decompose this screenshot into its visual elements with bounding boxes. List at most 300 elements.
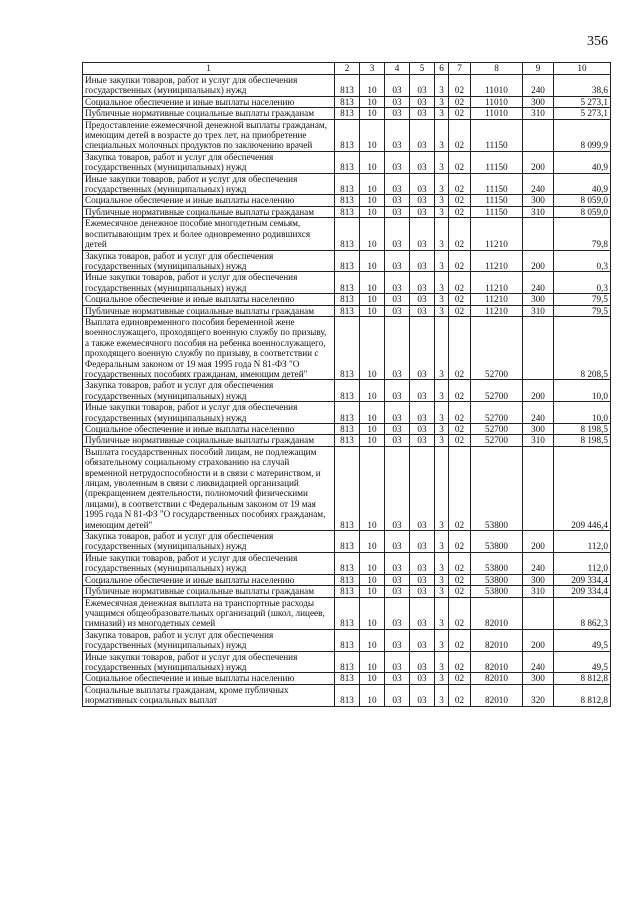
expense-type-cell: 310 <box>523 586 554 597</box>
subprogram-cell: 3 <box>435 435 449 446</box>
target-cell: 82010 <box>471 684 523 706</box>
subsection-cell: 03 <box>385 586 410 597</box>
column-header: 1 <box>83 63 335 75</box>
column-header: 6 <box>435 63 449 75</box>
table-row <box>83 75 611 97</box>
row-name-cell: Публичные нормативные социальные выплаты гражданам <box>83 206 335 217</box>
subsection-cell: 03 <box>385 206 410 217</box>
target-cell: 53800 <box>471 586 523 597</box>
target-cell: 11150 <box>471 206 523 217</box>
program-cell: 03 <box>410 218 435 250</box>
expense-type-cell: 320 <box>523 684 554 706</box>
row-name-cell: Иные закупки товаров, работ и услуг для обеспечения государственных (муниципальных) нужд <box>83 552 335 574</box>
row-name-cell: Закупка товаров, работ и услуг для обеспечения государственных (муниципальных) нужд <box>83 250 335 272</box>
table-row <box>83 294 611 305</box>
budget-table <box>82 62 611 707</box>
section-cell: 10 <box>360 684 385 706</box>
code-cell: 813 <box>335 119 360 151</box>
event-cell: 02 <box>449 305 471 316</box>
subsection-cell: 03 <box>385 173 410 195</box>
subprogram-cell: 3 <box>435 586 449 597</box>
expense-type-cell: 200 <box>523 250 554 272</box>
row-name-cell: Иные закупки товаров, работ и услуг для обеспечения государственных (муниципальных) нужд <box>83 402 335 424</box>
column-header: 9 <box>523 63 554 75</box>
section-cell: 10 <box>360 435 385 446</box>
table-row <box>83 305 611 316</box>
event-cell: 02 <box>449 119 471 151</box>
subprogram-cell: 3 <box>435 218 449 250</box>
amount-cell: 8 812,8 <box>554 684 611 706</box>
target-cell: 11150 <box>471 173 523 195</box>
program-cell: 03 <box>410 316 435 379</box>
expense-type-cell: 300 <box>523 424 554 435</box>
subsection-cell: 03 <box>385 424 410 435</box>
subprogram-cell: 3 <box>435 446 449 530</box>
subsection-cell: 03 <box>385 380 410 402</box>
amount-cell: 8 208,5 <box>554 316 611 379</box>
row-name-cell: Публичные нормативные социальные выплаты гражданам <box>83 305 335 316</box>
subprogram-cell: 3 <box>435 151 449 173</box>
program-cell: 03 <box>410 684 435 706</box>
code-cell: 813 <box>335 435 360 446</box>
program-cell: 03 <box>410 305 435 316</box>
expense-type-cell: 240 <box>523 651 554 673</box>
subsection-cell: 03 <box>385 684 410 706</box>
amount-cell: 79,5 <box>554 305 611 316</box>
program-cell: 03 <box>410 195 435 206</box>
amount-cell: 79,5 <box>554 294 611 305</box>
event-cell: 02 <box>449 673 471 684</box>
amount-cell: 5 273,1 <box>554 96 611 107</box>
event-cell: 02 <box>449 629 471 651</box>
expense-type-cell <box>523 119 554 151</box>
program-cell: 03 <box>410 108 435 119</box>
program-cell: 03 <box>410 673 435 684</box>
amount-cell: 49,5 <box>554 629 611 651</box>
target-cell: 11010 <box>471 108 523 119</box>
target-cell: 11150 <box>471 119 523 151</box>
subprogram-cell: 3 <box>435 173 449 195</box>
expense-type-cell: 300 <box>523 574 554 585</box>
row-name-cell: Ежемесячная денежная выплата на транспортные расходы учащимся общеобразовательных организаций (школ, лицеев, гимназий) из многодетных семей <box>83 597 335 629</box>
expense-type-cell: 240 <box>523 272 554 294</box>
section-cell: 10 <box>360 597 385 629</box>
amount-cell: 8 059,0 <box>554 195 611 206</box>
column-header: 5 <box>410 63 435 75</box>
subprogram-cell: 3 <box>435 75 449 97</box>
amount-cell: 112,0 <box>554 531 611 553</box>
event-cell: 02 <box>449 294 471 305</box>
program-cell: 03 <box>410 380 435 402</box>
target-cell: 11210 <box>471 305 523 316</box>
column-header: 4 <box>385 63 410 75</box>
section-cell: 10 <box>360 218 385 250</box>
code-cell: 813 <box>335 684 360 706</box>
target-cell: 53800 <box>471 552 523 574</box>
section-cell: 10 <box>360 673 385 684</box>
amount-cell: 8 059,0 <box>554 206 611 217</box>
subprogram-cell: 3 <box>435 424 449 435</box>
subprogram-cell: 3 <box>435 684 449 706</box>
row-name-cell: Иные закупки товаров, работ и услуг для обеспечения государственных (муниципальных) нужд <box>83 651 335 673</box>
amount-cell: 8 862,3 <box>554 597 611 629</box>
target-cell: 11210 <box>471 272 523 294</box>
subsection-cell: 03 <box>385 435 410 446</box>
row-name-cell: Иные закупки товаров, работ и услуг для обеспечения государственных (муниципальных) нужд <box>83 272 335 294</box>
program-cell: 03 <box>410 435 435 446</box>
subsection-cell: 03 <box>385 151 410 173</box>
code-cell: 813 <box>335 218 360 250</box>
table-row <box>83 446 611 530</box>
target-cell: 82010 <box>471 629 523 651</box>
program-cell: 03 <box>410 173 435 195</box>
section-cell: 10 <box>360 446 385 530</box>
program-cell: 03 <box>410 629 435 651</box>
subsection-cell: 03 <box>385 531 410 553</box>
amount-cell: 10,0 <box>554 402 611 424</box>
table-row <box>83 531 611 553</box>
event-cell: 02 <box>449 435 471 446</box>
column-header: 2 <box>335 63 360 75</box>
table-row <box>83 119 611 151</box>
code-cell: 813 <box>335 195 360 206</box>
subprogram-cell: 3 <box>435 380 449 402</box>
subsection-cell: 03 <box>385 552 410 574</box>
subsection-cell: 03 <box>385 305 410 316</box>
target-cell: 11210 <box>471 294 523 305</box>
table-row <box>83 218 611 250</box>
section-cell: 10 <box>360 108 385 119</box>
table-row <box>83 195 611 206</box>
section-cell: 10 <box>360 316 385 379</box>
subsection-cell: 03 <box>385 597 410 629</box>
amount-cell: 8 812,8 <box>554 673 611 684</box>
code-cell: 813 <box>335 294 360 305</box>
event-cell: 02 <box>449 173 471 195</box>
event-cell: 02 <box>449 446 471 530</box>
section-cell: 10 <box>360 574 385 585</box>
code-cell: 813 <box>335 586 360 597</box>
program-cell: 03 <box>410 294 435 305</box>
amount-cell: 38,6 <box>554 75 611 97</box>
column-header: 8 <box>471 63 523 75</box>
expense-type-cell: 310 <box>523 435 554 446</box>
amount-cell: 40,9 <box>554 173 611 195</box>
subprogram-cell: 3 <box>435 96 449 107</box>
section-cell: 10 <box>360 531 385 553</box>
event-cell: 02 <box>449 206 471 217</box>
section-cell: 10 <box>360 552 385 574</box>
table-row <box>83 629 611 651</box>
column-header: 10 <box>554 63 611 75</box>
amount-cell: 0,3 <box>554 250 611 272</box>
amount-cell: 79,8 <box>554 218 611 250</box>
section-cell: 10 <box>360 629 385 651</box>
program-cell: 03 <box>410 402 435 424</box>
section-cell: 10 <box>360 424 385 435</box>
event-cell: 02 <box>449 651 471 673</box>
subsection-cell: 03 <box>385 673 410 684</box>
expense-type-cell <box>523 446 554 530</box>
event-cell: 02 <box>449 195 471 206</box>
code-cell: 813 <box>335 305 360 316</box>
target-cell: 11150 <box>471 151 523 173</box>
program-cell: 03 <box>410 552 435 574</box>
row-name-cell: Социальные выплаты гражданам, кроме публичных нормативных социальных выплат <box>83 684 335 706</box>
row-name-cell: Социальное обеспечение и иные выплаты населению <box>83 673 335 684</box>
row-name-cell: Публичные нормативные социальные выплаты гражданам <box>83 435 335 446</box>
subprogram-cell: 3 <box>435 316 449 379</box>
subsection-cell: 03 <box>385 446 410 530</box>
target-cell: 52700 <box>471 402 523 424</box>
event-cell: 02 <box>449 272 471 294</box>
program-cell: 03 <box>410 272 435 294</box>
row-name-cell: Социальное обеспечение и иные выплаты населению <box>83 294 335 305</box>
event-cell: 02 <box>449 552 471 574</box>
table-row <box>83 574 611 585</box>
table-row <box>83 673 611 684</box>
subprogram-cell: 3 <box>435 272 449 294</box>
row-name-cell: Иные закупки товаров, работ и услуг для обеспечения государственных (муниципальных) нужд <box>83 173 335 195</box>
subsection-cell: 03 <box>385 272 410 294</box>
event-cell: 02 <box>449 380 471 402</box>
section-cell: 10 <box>360 206 385 217</box>
code-cell: 813 <box>335 380 360 402</box>
table-row <box>83 173 611 195</box>
section-cell: 10 <box>360 173 385 195</box>
row-name-cell: Выплата государственных пособий лицам, не подлежащим обязательному социальному страхованию на случай временной нетрудоспособности и в связи с материнством, и лицам, уволенным в связи с ликвидацией организаций (прекращением деятельности, полномочий физическими лицами), в соответствии с Федеральным законом от 19 мая 1995 года N 81-ФЗ "О государственных пособиях гражданам, имеющим детей" <box>83 446 335 530</box>
target-cell: 11210 <box>471 250 523 272</box>
subprogram-cell: 3 <box>435 108 449 119</box>
section-cell: 10 <box>360 119 385 151</box>
subsection-cell: 03 <box>385 651 410 673</box>
subsection-cell: 03 <box>385 629 410 651</box>
program-cell: 03 <box>410 597 435 629</box>
page-number: 356 <box>587 34 608 49</box>
program-cell: 03 <box>410 119 435 151</box>
section-cell: 10 <box>360 151 385 173</box>
section-cell: 10 <box>360 294 385 305</box>
program-cell: 03 <box>410 151 435 173</box>
amount-cell: 209 334,4 <box>554 574 611 585</box>
subsection-cell: 03 <box>385 294 410 305</box>
table-row <box>83 435 611 446</box>
amount-cell: 112,0 <box>554 552 611 574</box>
row-name-cell: Закупка товаров, работ и услуг для обеспечения государственных (муниципальных) нужд <box>83 629 335 651</box>
subprogram-cell: 3 <box>435 402 449 424</box>
code-cell: 813 <box>335 250 360 272</box>
row-name-cell: Социальное обеспечение и иные выплаты населению <box>83 424 335 435</box>
event-cell: 02 <box>449 108 471 119</box>
row-name-cell: Закупка товаров, работ и услуг для обеспечения государственных (муниципальных) нужд <box>83 151 335 173</box>
event-cell: 02 <box>449 250 471 272</box>
expense-type-cell: 200 <box>523 151 554 173</box>
code-cell: 813 <box>335 108 360 119</box>
event-cell: 02 <box>449 75 471 97</box>
expense-type-cell: 300 <box>523 195 554 206</box>
program-cell: 03 <box>410 75 435 97</box>
event-cell: 02 <box>449 597 471 629</box>
table-row <box>83 597 611 629</box>
target-cell: 11010 <box>471 75 523 97</box>
code-cell: 813 <box>335 531 360 553</box>
table-row <box>83 272 611 294</box>
table-row <box>83 402 611 424</box>
row-name-cell: Закупка товаров, работ и услуг для обеспечения государственных (муниципальных) нужд <box>83 531 335 553</box>
code-cell: 813 <box>335 673 360 684</box>
target-cell: 52700 <box>471 435 523 446</box>
code-cell: 813 <box>335 552 360 574</box>
event-cell: 02 <box>449 531 471 553</box>
row-name-cell: Публичные нормативные социальные выплаты гражданам <box>83 108 335 119</box>
row-name-cell: Предоставление ежемесячной денежной выплаты гражданам, имеющим детей в возрасте до трех лет, на приобретение специальных молочных продуктов по заключению врачей <box>83 119 335 151</box>
target-cell: 53800 <box>471 446 523 530</box>
table-header-row <box>83 63 611 75</box>
event-cell: 02 <box>449 424 471 435</box>
target-cell: 11210 <box>471 218 523 250</box>
subsection-cell: 03 <box>385 218 410 250</box>
table-row <box>83 206 611 217</box>
table-row <box>83 684 611 706</box>
expense-type-cell: 240 <box>523 552 554 574</box>
row-name-cell: Ежемесячное денежное пособие многодетным семьям, воспитывающим трех и более одновременно родившихся детей <box>83 218 335 250</box>
amount-cell: 10,0 <box>554 380 611 402</box>
section-cell: 10 <box>360 380 385 402</box>
subprogram-cell: 3 <box>435 673 449 684</box>
code-cell: 813 <box>335 446 360 530</box>
row-name-cell: Социальное обеспечение и иные выплаты населению <box>83 574 335 585</box>
expense-type-cell: 200 <box>523 380 554 402</box>
table-row <box>83 96 611 107</box>
program-cell: 03 <box>410 446 435 530</box>
code-cell: 813 <box>335 424 360 435</box>
event-cell: 02 <box>449 316 471 379</box>
row-name-cell: Социальное обеспечение и иные выплаты населению <box>83 195 335 206</box>
amount-cell: 209 334,4 <box>554 586 611 597</box>
code-cell: 813 <box>335 316 360 379</box>
table-row <box>83 250 611 272</box>
subsection-cell: 03 <box>385 75 410 97</box>
expense-type-cell: 240 <box>523 402 554 424</box>
program-cell: 03 <box>410 424 435 435</box>
expense-type-cell: 310 <box>523 305 554 316</box>
code-cell: 813 <box>335 206 360 217</box>
event-cell: 02 <box>449 684 471 706</box>
event-cell: 02 <box>449 96 471 107</box>
column-header: 3 <box>360 63 385 75</box>
subprogram-cell: 3 <box>435 119 449 151</box>
section-cell: 10 <box>360 272 385 294</box>
program-cell: 03 <box>410 250 435 272</box>
code-cell: 813 <box>335 173 360 195</box>
program-cell: 03 <box>410 96 435 107</box>
subsection-cell: 03 <box>385 316 410 379</box>
table-row <box>83 586 611 597</box>
subprogram-cell: 3 <box>435 629 449 651</box>
section-cell: 10 <box>360 250 385 272</box>
target-cell: 82010 <box>471 597 523 629</box>
target-cell: 52700 <box>471 424 523 435</box>
expense-type-cell: 200 <box>523 629 554 651</box>
expense-type-cell <box>523 597 554 629</box>
section-cell: 10 <box>360 402 385 424</box>
event-cell: 02 <box>449 151 471 173</box>
event-cell: 02 <box>449 586 471 597</box>
amount-cell: 209 446,4 <box>554 446 611 530</box>
code-cell: 813 <box>335 75 360 97</box>
target-cell: 53800 <box>471 531 523 553</box>
target-cell: 52700 <box>471 316 523 379</box>
subprogram-cell: 3 <box>435 597 449 629</box>
program-cell: 03 <box>410 531 435 553</box>
amount-cell: 49,5 <box>554 651 611 673</box>
table-body <box>83 75 611 707</box>
subprogram-cell: 3 <box>435 651 449 673</box>
expense-type-cell: 300 <box>523 96 554 107</box>
table-row <box>83 651 611 673</box>
subprogram-cell: 3 <box>435 294 449 305</box>
program-cell: 03 <box>410 574 435 585</box>
code-cell: 813 <box>335 151 360 173</box>
subprogram-cell: 3 <box>435 305 449 316</box>
target-cell: 82010 <box>471 673 523 684</box>
table-row <box>83 552 611 574</box>
section-cell: 10 <box>360 305 385 316</box>
column-header: 7 <box>449 63 471 75</box>
table-row <box>83 108 611 119</box>
amount-cell: 8 198,5 <box>554 424 611 435</box>
program-cell: 03 <box>410 651 435 673</box>
section-cell: 10 <box>360 195 385 206</box>
expense-type-cell: 240 <box>523 173 554 195</box>
table-row <box>83 424 611 435</box>
subsection-cell: 03 <box>385 96 410 107</box>
row-name-cell: Закупка товаров, работ и услуг для обеспечения государственных (муниципальных) нужд <box>83 380 335 402</box>
target-cell: 52700 <box>471 380 523 402</box>
subsection-cell: 03 <box>385 402 410 424</box>
target-cell: 82010 <box>471 651 523 673</box>
section-cell: 10 <box>360 651 385 673</box>
target-cell: 53800 <box>471 574 523 585</box>
subsection-cell: 03 <box>385 119 410 151</box>
expense-type-cell: 310 <box>523 108 554 119</box>
row-name-cell: Иные закупки товаров, работ и услуг для обеспечения государственных (муниципальных) нужд <box>83 75 335 97</box>
table-row <box>83 151 611 173</box>
subprogram-cell: 3 <box>435 574 449 585</box>
row-name-cell: Публичные нормативные социальные выплаты гражданам <box>83 586 335 597</box>
event-cell: 02 <box>449 402 471 424</box>
code-cell: 813 <box>335 629 360 651</box>
row-name-cell: Социальное обеспечение и иные выплаты населению <box>83 96 335 107</box>
amount-cell: 0,3 <box>554 272 611 294</box>
code-cell: 813 <box>335 96 360 107</box>
section-cell: 10 <box>360 96 385 107</box>
expense-type-cell <box>523 316 554 379</box>
event-cell: 02 <box>449 218 471 250</box>
expense-type-cell: 200 <box>523 531 554 553</box>
section-cell: 10 <box>360 75 385 97</box>
expense-type-cell <box>523 218 554 250</box>
subprogram-cell: 3 <box>435 195 449 206</box>
amount-cell: 8 099,9 <box>554 119 611 151</box>
subsection-cell: 03 <box>385 108 410 119</box>
program-cell: 03 <box>410 586 435 597</box>
subsection-cell: 03 <box>385 574 410 585</box>
expense-type-cell: 240 <box>523 75 554 97</box>
expense-type-cell: 300 <box>523 294 554 305</box>
event-cell: 02 <box>449 574 471 585</box>
program-cell: 03 <box>410 206 435 217</box>
